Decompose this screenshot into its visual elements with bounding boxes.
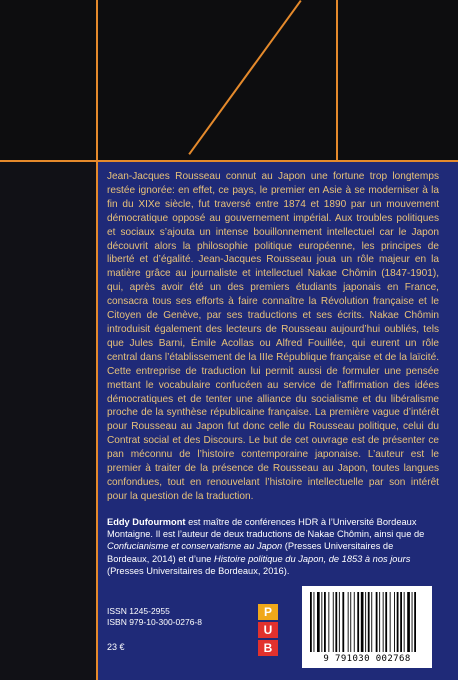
orange-horizontal-line: [0, 160, 458, 162]
author-bio-part-3: (Presses Universitaires de Bordeaux, 2016).: [107, 565, 290, 576]
publisher-logo-letter-u: U: [258, 622, 278, 638]
author-book-2: Histoire politique du Japon, de 1853 à nos jours: [214, 553, 411, 564]
barcode: [302, 586, 432, 668]
publisher-logo-letter-b: B: [258, 640, 278, 656]
issn-text: ISSN 1245-2955: [107, 606, 170, 616]
author-bio-part-2: (Presses Universitaires de Bordeaux, 2014) et d’une: [107, 541, 394, 564]
price-text: 23 €: [107, 642, 125, 652]
author-name: Eddy Dufourmont: [107, 517, 186, 527]
author-bio: [107, 516, 437, 577]
author-bio-part-1: est maître de conférences HDR à l’Université Bordeaux Montaigne. Il est l’auteur de deux traductions de Nakae Chômin, ainsi que de: [107, 517, 425, 540]
publisher-logo: [258, 604, 280, 658]
black-corner-panel: [0, 0, 458, 160]
barcode-number: 9 791030 002768: [323, 654, 411, 664]
orange-vertical-line-top: [336, 0, 338, 160]
publisher-logo-letter-p: P: [258, 604, 278, 620]
author-book-1: Confucianisme et conservatisme au Japon: [107, 541, 283, 552]
orange-vertical-line: [96, 0, 98, 680]
left-dark-band: [0, 162, 96, 680]
barcode-bars: [310, 592, 424, 652]
isbn-block: [107, 606, 202, 628]
back-cover-blurb: [107, 170, 439, 504]
blurb-text: Jean-Jacques Rousseau connut au Japon une fortune trop longtemps restée ignorée: en effet, ce pays, le premier en Asie à se moderniser à la fin du XIXe siècle, fut traversé entre 1874 et 1890 par un mouvement démocratique opposé au gouvernement impérial. Aux troubles politiques et sociaux s’ajouta un intense bouillonnement intellectuel car le Japon découvrit alors la philosophie politique européenne, les principes de liberté et d’égalité. Jean-Jacques Rousseau joua un rôle majeur en la matière grâce au journaliste et intellectuel Nakae Chômin (1847-1901), qui, après avoir été un des premiers étudiants japonais en France, consacra tous ses efforts à faire connaître la Révolution française et le Citoyen de Genève, par ses traductions et ses écrits. Nakae Chômin introduisit également des lecteurs de Rousseau aujourd’hui oubliés, tels que Jules Barni, Émile Acollas ou Alfred Fouillée, qui eurent un rôle central dans l’établissement de la IIIe République française et de la laïcité. Cette entreprise de traduction lui permit aussi de formuler une pensée mettant le vocabulaire confucéen au service de l’affirmation des idées démocratiques et de tenter une alliance du socialisme et du libéralisme proche de la synthèse républicaine française. La première vague d’intérêt pour Rousseau au Japon fut donc celle du Rousseau politique, celui du Contrat social et des Discours. Le but de cet ouvrage est de présenter ce pan méconnu de l’histoire contemporaine japonaise. L’auteur est le premier à traiter de la présence de Rousseau au Japon, toutes langues confondues, tout en renouvelant l’histoire intellectuelle par son intérêt pour la question de la traduction.: [107, 171, 439, 502]
isbn-text: ISBN 979-10-300-0276-8: [107, 617, 202, 627]
